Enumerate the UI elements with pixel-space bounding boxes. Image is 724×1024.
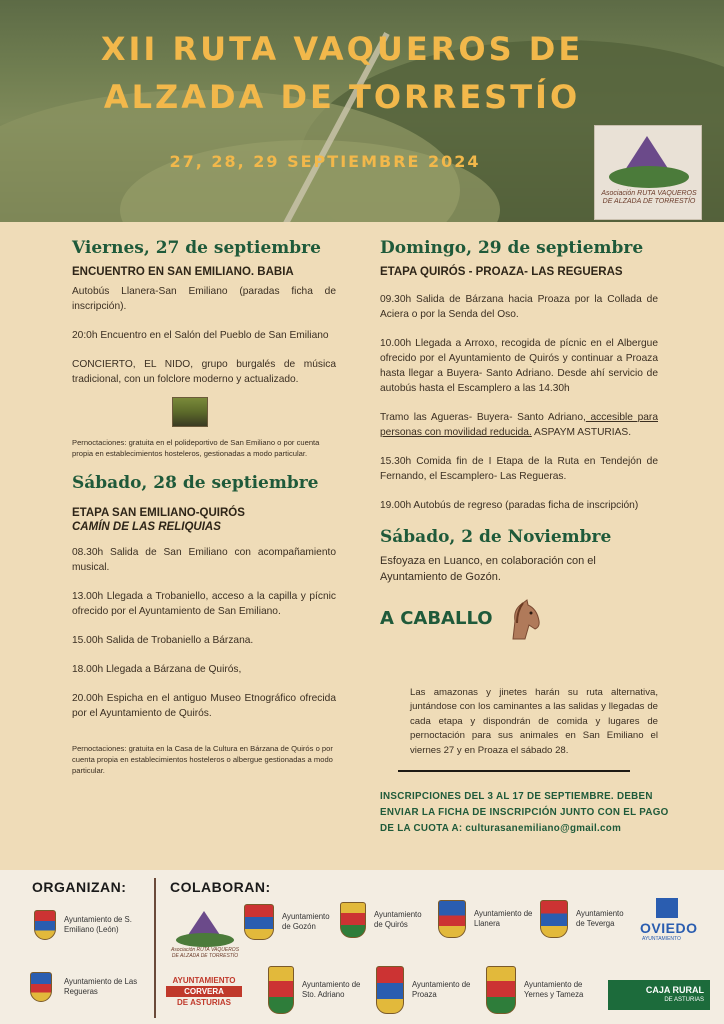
event-dates: 27, 28, 29 SEPTIEMBRE 2024 (169, 152, 481, 171)
org-las-regueras (30, 972, 144, 1002)
org-name: Ayuntamiento de Proaza (412, 980, 471, 999)
org-name: Ayuntamiento de S. Emiliano (León) (64, 915, 132, 934)
caja-rural-logo (608, 980, 710, 1010)
logo-hat-icon (176, 933, 234, 947)
org-name: Ayuntamiento de Sto. Adriano (302, 980, 361, 999)
sunday-accessibility (380, 410, 658, 440)
sunday-heading: Domingo, 29 de septiembre (380, 238, 644, 258)
corvera-logo (166, 975, 242, 1008)
title-line-1: XII RUTA VAQUEROS DE (100, 30, 584, 68)
saturday-subtitle: CAMÍN DE LAS RELIQUIAS (72, 521, 221, 533)
logo-mountain-icon (625, 136, 669, 170)
org-name: Ayuntamiento de Quirós (374, 910, 422, 929)
corvera-line-3: DE ASTURIAS (177, 998, 231, 1007)
organizan-label: ORGANIZAN: (32, 879, 127, 895)
crest-icon (34, 910, 56, 940)
saturday-lodging-note: Pernoctaciones: gratuita en la Casa de la Cultura en Bárzana de Quirós o por cuenta propia en establecimientos hosteleros o albergue gestionadas a modo particular. (72, 744, 333, 775)
accessibility-underlined: accesible para personas con movilidad reducida. (380, 412, 658, 438)
logo-text: Asociación RUTA VAQUEROS DE ALZADA DE TORRESTÍO (601, 190, 697, 205)
saturday-item: 18.00h Llegada a Bárzana de Quirós, (72, 664, 242, 675)
association-logo-small (170, 905, 240, 960)
header-banner (0, 0, 724, 222)
november-heading: Sábado, 2 de Noviembre (380, 527, 612, 547)
logo-hat-icon (609, 166, 689, 188)
crest-icon (438, 900, 466, 938)
sunday-item: 19.00h Autobús de regreso (paradas ficha de inscripción) (380, 500, 639, 511)
saturday-item: 08.30h Salida de San Emiliano con acompañamiento musical. (72, 547, 336, 573)
colaboran-label: COLABORAN: (170, 879, 271, 895)
friday-concert: CONCIERTO, EL NIDO, grupo burgalés de música tradicional, con un folclore moderno y actualizado. (72, 359, 336, 385)
left-column (72, 238, 336, 784)
colab-gozon (244, 904, 334, 940)
saturday-item: 15.00h Salida de Trobaniello a Bárzana. (72, 635, 254, 646)
colab-llanera (438, 900, 534, 938)
sunday-item: 15.30h Comida fin de I Etapa de la Ruta en Tendejón de Fernando, el Escamplero- Las Regueras. (380, 456, 658, 482)
accessibility-text-a: Tramo las Agueras- Buyera- Santo Adriano, (380, 412, 586, 423)
org-name: Ayuntamiento de Las Regueras (64, 977, 138, 996)
crest-icon (540, 900, 568, 938)
sunday-item: 09.30h Salida de Bárzana hacia Proaza por la Collada de Aciera o por la Senda del Oso. (380, 294, 658, 320)
saturday-item: 13.00h Llegada a Trobaniello, acceso a la capilla y pícnic ofrecido por el Ayuntamiento de San Emiliano. (72, 591, 336, 617)
corvera-line-1: AYUNTAMIENTO (172, 976, 236, 985)
org-name: Ayuntamiento de Yernes y Tameza (524, 980, 584, 999)
oviedo-sub: AYUNTAMIENTO (642, 936, 681, 942)
friday-heading: Viernes, 27 de septiembre (72, 238, 321, 258)
caja-sub: DE ASTURIAS (664, 997, 704, 1003)
crest-icon (268, 966, 294, 1014)
caballo-heading: A CABALLO (380, 608, 493, 630)
footer-divider (154, 878, 156, 1018)
crest-icon (244, 904, 274, 940)
caja-name: CAJA RURAL (645, 985, 704, 995)
sunday-item: 10.00h Llegada a Arroxo, recogida de pícnic en el Albergue ofrecido por el Ayuntamiento de Quirós y continuar a Proaza hasta llegar a Buyera- Santo Adriano. Desde ahí servicio de autobús hasta el Escamplero a las 14.30h (380, 338, 658, 394)
oviedo-name: OVIEDO (640, 920, 698, 936)
friday-bus: Autobús Llanera-San Emiliano (paradas ficha de inscripción). (72, 286, 336, 312)
colab-proaza (376, 966, 472, 1014)
logo-mountain-icon (188, 911, 220, 935)
friday-lodging-note: Pernoctaciones: gratuita en el polideportivo de San Emiliano o por cuenta propia en establecimientos hosteleros, gestionadas a modo particular. (72, 438, 320, 458)
org-name: Ayuntamiento de Teverga (576, 909, 624, 928)
oviedo-emblem-icon (656, 898, 678, 918)
corvera-line-2: CORVERA (166, 986, 242, 997)
saturday-heading: Sábado, 28 de septiembre (72, 473, 319, 493)
horse-icon (503, 599, 543, 641)
saturday-item: 20.00h Espicha en el antiguo Museo Etnográfico ofrecida por el Ayuntamiento de Quirós. (72, 693, 336, 719)
crest-icon (340, 902, 366, 938)
logo-text: Asociación RUTA VAQUEROS DE ALZADA DE TORRESTÍO (170, 947, 240, 959)
right-column (380, 238, 658, 641)
saturday-subheading: ETAPA SAN EMILIANO-QUIRÓS (72, 507, 245, 519)
registration-info: INSCRIPCIONES DEL 3 AL 17 DE SEPTIEMBRE. DEBEN ENVIAR LA FICHA DE INSCRIPCIÓN JUNTO CON EL PAGO DE LA CUOTA A: culturasanemiliano@gmail.com (380, 791, 669, 834)
crest-icon (30, 972, 52, 1002)
colab-quiros (340, 902, 430, 938)
association-logo (594, 125, 702, 220)
friday-subheading: ENCUENTRO EN SAN EMILIANO. BABIA (72, 266, 294, 278)
org-san-emiliano (34, 910, 144, 940)
caballo-header (380, 599, 658, 641)
org-name: Ayuntamiento de Gozón (282, 912, 330, 931)
title-line-2: ALZADA DE TORRESTÍO (103, 78, 581, 116)
sunday-subheading: ETAPA QUIRÓS - PROAZA- LAS REGUERAS (380, 266, 623, 278)
divider-line (398, 770, 630, 772)
colab-yernes-tameza (486, 966, 600, 1014)
org-name: Ayuntamiento de Llanera (474, 909, 533, 928)
friday-meeting: 20:0h Encuentro en el Salón del Pueblo de San Emiliano (72, 330, 329, 341)
november-text: Esfoyaza en Luanco, en colaboración con el Ayuntamiento de Gozón. (380, 555, 596, 583)
colab-sto-adriano (268, 966, 362, 1014)
caballo-text: Las amazonas y jinetes harán su ruta alternativa, juntándose con los caminantes a las salidas y llegadas de cada etapa y dispondrán de comida y lugares de pernoctación para sus animales en San Emiliano el viernes 27 y en Proaza el sábado 28. (410, 687, 658, 756)
band-photo (172, 397, 208, 427)
oviedo-logo (640, 898, 710, 942)
accessibility-text-b: ASPAYM ASTURIAS. (531, 427, 632, 438)
colab-teverga (540, 900, 634, 938)
crest-icon (376, 966, 404, 1014)
crest-icon (486, 966, 516, 1014)
